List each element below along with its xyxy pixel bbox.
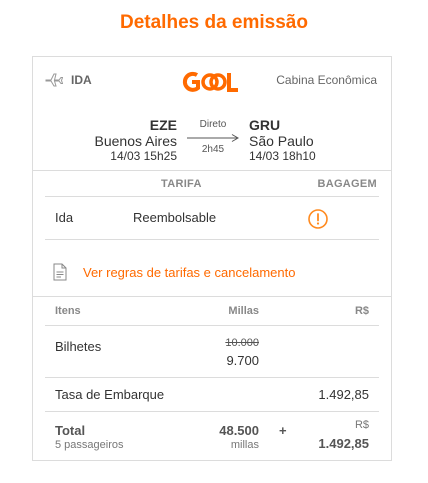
destination [249,117,316,163]
divider [45,411,379,412]
page-title: Detalhes da emissão [120,12,308,33]
total-miles-unit: millas [230,439,259,451]
header-items: Itens [55,305,81,317]
plus-sign: + [279,423,287,438]
header-tarifa: TARIFA [161,178,202,190]
stops-label: Direto [199,119,227,130]
destination-code: GRU [249,117,281,133]
divider [33,170,391,171]
tickets-miles-final: 9.700 [226,353,259,368]
divider [45,196,379,197]
origin [95,117,178,163]
divider [45,239,379,240]
emission-card [32,56,392,461]
fare-rules-link[interactable] [53,261,295,283]
airplane-icon [45,73,63,87]
route-connector [184,117,242,156]
document-icon [53,263,67,281]
boarding-tax-value: 1.492,85 [318,387,369,402]
header-bagagem: BAGAGEM [317,178,377,190]
flight-route [33,117,391,167]
destination-city: São Paulo [249,133,314,149]
gol-logo [181,67,241,97]
origin-datetime: 14/03 15h25 [110,149,177,163]
divider [45,325,379,326]
divider [45,377,379,378]
origin-city: Buenos Aires [94,133,177,149]
tickets-label: Bilhetes [55,339,102,354]
fare-type: Reembolsable [133,210,217,225]
passenger-count: 5 passageiros [55,439,124,451]
arrow-right-icon [187,134,239,142]
total-currency: R$ [354,419,369,431]
fare-rules-label: Ver regras de tarifas e cancelamento [83,264,296,280]
tickets-miles-original: 10.000 [225,337,259,349]
cabin-class: Cabina Econômica [276,73,377,87]
total-miles: 48.500 [219,423,259,438]
destination-datetime: 14/03 18h10 [249,149,316,163]
boarding-tax-label: Tasa de Embarque [55,387,165,402]
header-currency: R$ [354,305,369,317]
duration-label: 2h45 [201,144,225,155]
divider [33,296,391,297]
header-miles: Millas [228,305,259,317]
origin-code: EZE [149,117,177,133]
fare-segment: Ida [55,210,74,225]
warning-circle-icon[interactable] [307,208,329,230]
total-amount: 1.492,85 [318,436,369,451]
flight-header [33,71,391,91]
direction-label: IDA [71,73,92,87]
total-label: Total [55,423,86,438]
